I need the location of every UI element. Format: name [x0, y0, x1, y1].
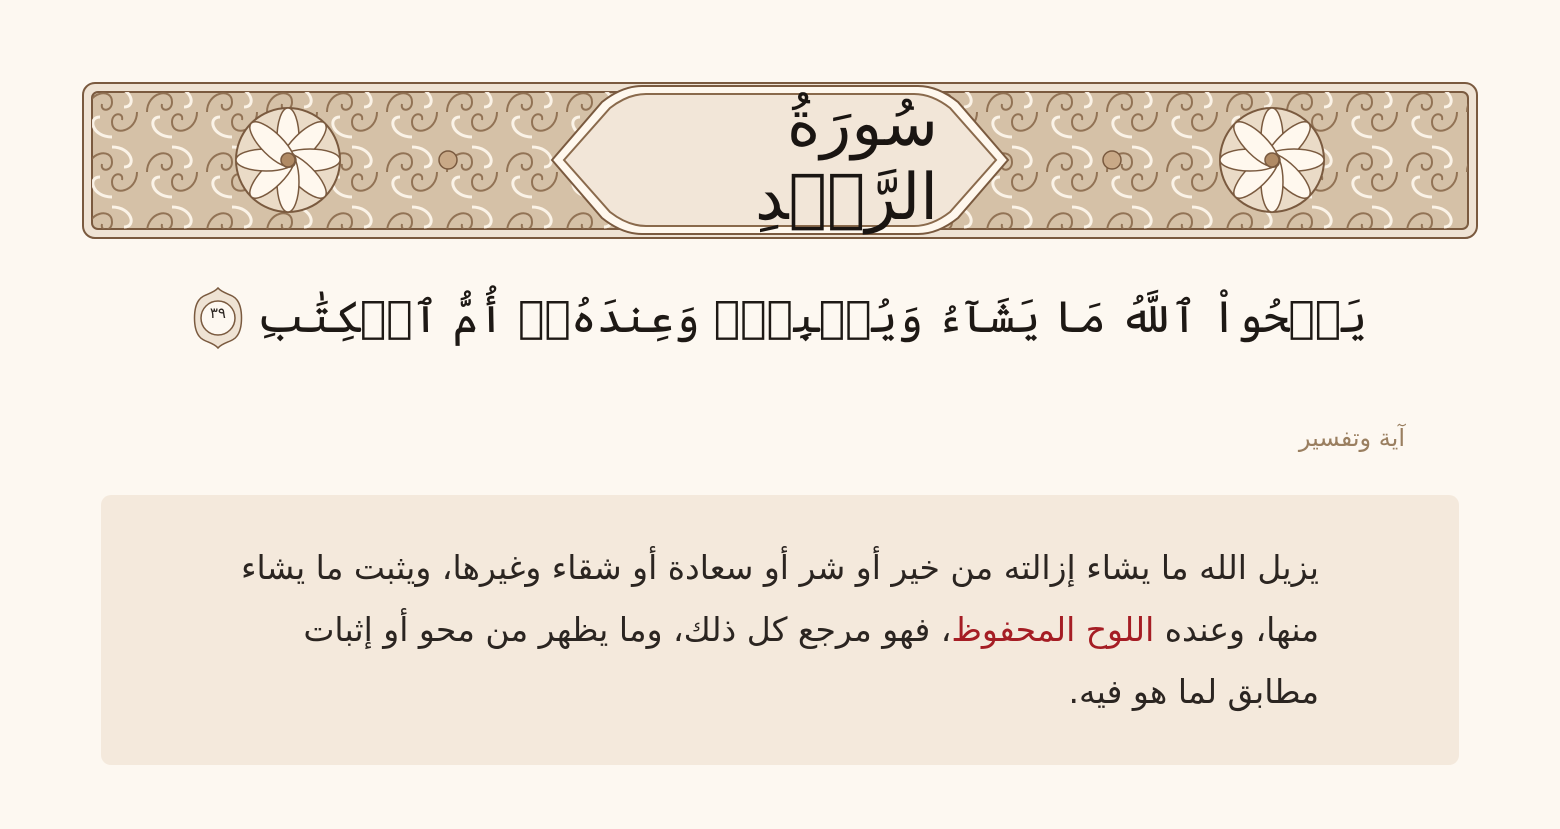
surah-title: سُورَةُ الرَّعۡدِ	[755, 86, 938, 235]
tafsir-text-before: يزيل الله ما يشاء إزالته من خير أو شر أو سعادة أو شقاء وغيرها، ويثبت ما يشاء منها، وعنده	[240, 548, 1319, 649]
verse-text: يَمۡحُواْ ٱللَّهُ مَا يَشَآءُ وَيُثۡبِتُۖ وَعِندَهُۥٓ أُمُّ ٱلۡكِتَٰبِ	[256, 292, 1368, 343]
tafsir-text	[211, 537, 1319, 723]
tafsir-text-after: ، فهو مرجع كل ذلك، وما يظهر من محو أو إثبات مطابق لما هو فيه.	[303, 610, 1319, 711]
surah-header-banner	[82, 82, 1478, 239]
tafsir-card	[101, 495, 1459, 765]
section-label: آية وتفسير	[1298, 424, 1405, 452]
left-rosette-ornament	[236, 108, 340, 212]
ayah-number: ٣٩	[209, 304, 226, 322]
ayah-number-marker	[193, 286, 243, 350]
tafsir-highlight-link[interactable]: اللوح المحفوظ	[951, 610, 1155, 649]
verse-line[interactable]	[209, 268, 1368, 368]
right-rosette-ornament	[1220, 108, 1324, 212]
